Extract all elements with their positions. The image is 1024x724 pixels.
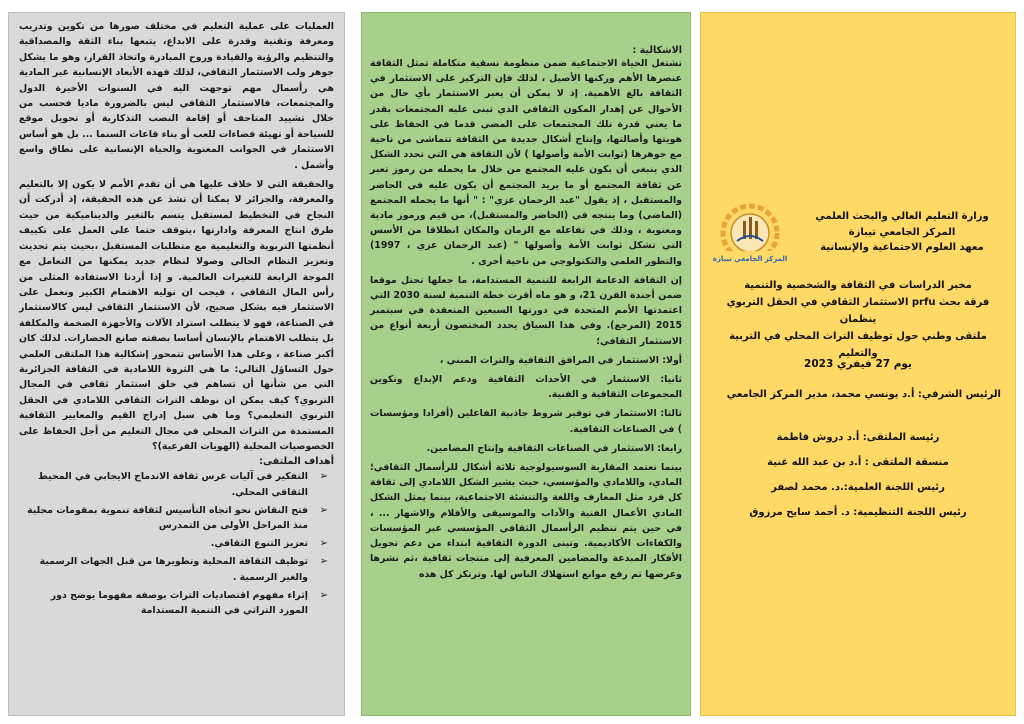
right-panel xyxy=(700,12,1016,716)
middle-paragraph-2: إن الثقافة الدعامة الرابعة للتنمية المستدامة، ما جعلها تحتل موقعا ضمن أجندة القرن 21، و هو ماه أقرت خطة التنمية لسنة 2030 التي اعتمدتها الأمم المتحدة في دورتها السبعين المنعقدة في سبتمبر 2015 (المرجع). وفي هذا السياق يحدد المختصون أربعة أنواع من الاستثمار الثقافي؛ xyxy=(370,274,682,347)
middle-paragraph-1: تشتغل الحياة الاجتماعية ضمن منظومة نسقية متكاملة تمثل الثقافة عنصرها الأهم وركنها الأصيل ، لذلك فإن التركيز على الاستثمار في الثقافة بالغ الأهمية. إذ لا يمكن أن يعبر الاستثمار بأي حال من الأحوال عن إهدار المكون الثقافي الذي تبنى عليه المجتمعات بقدر ما يعني قدرة تلك المجتمعات على المضي قدما في الحفاظ على هويتها وأصالتها، وإنتاج أشكال جديدة من الثقافة تتماشى من ناحية مع جوهرها (ثوابت الأمة وأصولها ) لأن الثقافة هي التي تحدد الشكل الذي ينبغي أن يكون عليه المجتمع من خلال ما يحمله من رموز تعبر عن ثقافة المجتمع أو ما يريد المجتمع أن يكون عليه في الحاضر والمستقبل ، إذ يقول "عبد الرحمان عزي" : " أنها ما يحمله المجتمع (الماضي) وما ينتجه في (الحاضر والمستقبل)، من قيم ورموز مادية ومعنوية ، وذلك في تفاعله مع الزمان والمكان انطلاقا من الأسس التي تشكل ثوابت الأمة وأصولها " (عبد الرحمان عزي ، 1997) والتطور العلمي والتكنولوجي من ناحية أخرى . xyxy=(370,58,682,267)
goal-item: ➢ التفكير في آليات غرس ثقافة الاندماج الايجابي في المحيط الثقافي المحلي. xyxy=(19,469,330,499)
goal-item: ➢ تعزيز التنوع الثقافي. xyxy=(19,536,330,551)
middle-paragraph-3: أولا: الاستثمار في المرافق الثقافية والتراث المبني ، xyxy=(439,354,682,366)
middle-paragraph-5: ثالثا: الاستثمار في توفير شروط جاذبية الفاعلين (أفرادا ومؤسسات ) في الصناعات الثقافية. xyxy=(370,408,682,435)
committee-role: رئيس اللجنة العلمية:.د. محمد لصفر xyxy=(771,482,945,493)
conference-date: يوم 27 فيفري 2023 xyxy=(804,358,912,370)
goal-item: ➢ إثراء مفهوم اقتصاديات التراث بوصفه مفهوما يوضح دور المورد التراثي في التنمية المستدامة xyxy=(19,588,330,618)
research-team: فرقة بحث prfu الاستثمار الثقافي في الحقل التربوي xyxy=(726,297,990,308)
honorary-president: الرئيس الشرفي: أ.د يونسي محمد، مدير المركز الجامعي xyxy=(726,389,1001,400)
center-name: المركز الجامعي تيبازة xyxy=(848,226,956,238)
goals-title: أهداف الملتقى: xyxy=(259,456,334,468)
university-logo-icon xyxy=(707,201,793,271)
middle-panel xyxy=(361,12,691,716)
left-paragraph-1: العمليات على عملية التعليم في مختلف صورها من تكوين وتدريب ومعرفة وتقنية وقدرة على الابداع، يتبعها بناء الثقة والمصداقية والتنظيم والرؤية والقيادة وروح المبادرة واتخاذ القرار، وهو ما يشكل جوهر ولب الاستثمار الثقافي، لذلك فهذه الأبعاد الإنسانية غير المادية هي رأسمال مهم توجهت اليه في السنوات الأخيرة الدول والمجتمعات، فالاستثمار الثقافي ليس بالضرورة ماديا فحسب من خلال تشييد المتاحف أو إقامة النصب التذكارية أو تحويل موقع للسياحة أو تهيئة فضاءات للعب أو بناء قاعات السنما ... بل هو أساس الاستثمار في الجوانب المعنوية والحياة الإنسانية على نطاق واسع وأشمل . xyxy=(19,21,334,171)
committee-list xyxy=(711,431,1005,531)
institution-header xyxy=(801,209,1003,256)
left-panel xyxy=(8,12,345,716)
committee-role: رئيسة الملتقى: أ.د دروش فاطمة xyxy=(776,432,940,443)
institute-name: معهد العلوم الاجتماعية والإنسانية xyxy=(820,242,984,253)
organizers-block xyxy=(711,277,1005,362)
committee-role: منسقة الملتقى : أ.د بن عبد الله غنية xyxy=(767,457,949,468)
committee-role: رئيس اللجنة التنظيمية: د. أحمد سايح مرزوق xyxy=(749,507,967,518)
middle-paragraph-4: ثانيا: الاستثمار في الأحداث الثقافية ودعم الإبداع وتكوين المجموعات الثقافية و الفنية. xyxy=(370,374,682,401)
lab-name: مخبر الدراسات في الثقافة والشخصية والتنمية xyxy=(744,280,972,291)
problem-title: الاشكالية : xyxy=(632,45,682,56)
middle-paragraph-6: رابعا: الاستثمار في الصناعات الثقافية وإنتاج المضامين. xyxy=(426,442,682,454)
organize-verb: ينظمان xyxy=(839,314,877,325)
left-paragraph-2: والحقيقة التي لا خلاف عليها هي أن تقدم الأمم لا يكون إلا بالتعليم والمعرفة، والجزائر لا يمكنا أن تشذ عن هذه الحقيقة، إذ أدركت أن النجاح في التخطيط لمستقبل يتسم بالتغير والديناميكية من حيث طرق انتاج المعرفة وادارتها ،يتوقف حتما على العمل على تكييف أنظمتها التربوية والتعليمية مع متطلبات المستقبل ،بحيث يتم تحديث وتعزيز النظام الحالي وصولا لنظام جديد يمكنها من التعامل مع الموجة الرابعة للتغيرات العالمية. و إذا أردنا الاستفادة المثلى من رأس المال الثقافي ، فيجب ان نوليه الاهتمام الكبير ونعمل على الاستثمار فيه بشكل صحيح، لأن الاستثمار الثقافي ليس كالاستثمار في الصناعة، فهو لا يتطلب استراد الآلات والأجهزة الضخمة والمكلفة بل يتطلب الاهتمام بالإنسان أساسا بصفته صانع الحضارات. لذلك كان أكبر صناعة ، وعلى هذا الأساس تتمحور إشكالية هذا الملتقى العلمي حول التساؤل التالي: ما هي الثروة اللامادية في الثقافة الجزائرية التي من شأنها أن تساهم في خلق استثمار ثقافي في المجال التربوي؟ كيف يمكن ان نوظف التراث الثقافي اللامادي في الحقل التربوي التعليمي؟ وما هي سبل إدراج القيم والمعايير الثقافية المستمدة من التراث المحلي في مجال التعليم من أجل الحفاظ على الخصوصيات المحلية (الهويات الفرعية)؟ xyxy=(19,179,334,452)
svg-text:المركز الجامعي تيبازة: المركز الجامعي تيبازة xyxy=(712,255,788,263)
goal-item: ➢ توظيف الثقافة المحلية وتطويرها من قبل الجهات الرسمية والغير الرسمية . xyxy=(19,554,330,584)
conference-title: ملتقى وطني حول توظيف التراث المحلي في التربية والتعليم xyxy=(729,331,987,359)
goals-list xyxy=(19,469,334,618)
ministry-name: وزارة التعليم العالي والبحث العلمي xyxy=(815,211,989,222)
goal-item: ➢ فتح النقاش نحو اتجاه التأسيس لثقافة تنموية بمقومات محلية منذ المراحل الأولى من التمدرس xyxy=(19,503,330,533)
middle-paragraph-7: بينما تعتمد المقاربة السوسيولوجية ثلاثة أشكال للرأسمال الثقافي؛ المادي، واللامادي والمؤسسي، حيث يشير الشكل اللامادي إلى ثقافة كل فرد مثل المعارف واللغة والتنشئة الاجتماعية، بينما يمثل الشكل المادي الأعمال الفنية والآداب والموسيقى والأفلام والاشهار ... ، في حين يتم تنظيم الرأسمال الثقافي المؤسسي عبر المؤسسات والكفاءات الأكاديمية. وتبنى الدورة الثقافية ابتداء من دعم تحويل الأفكار المبدعة والمضامين المعرفية إلى منتجات ثقافية ،ثم نشرها وعرضها ثم رفع موانع استهلاك الناس لها. وترتكز كل هذه xyxy=(370,462,682,580)
